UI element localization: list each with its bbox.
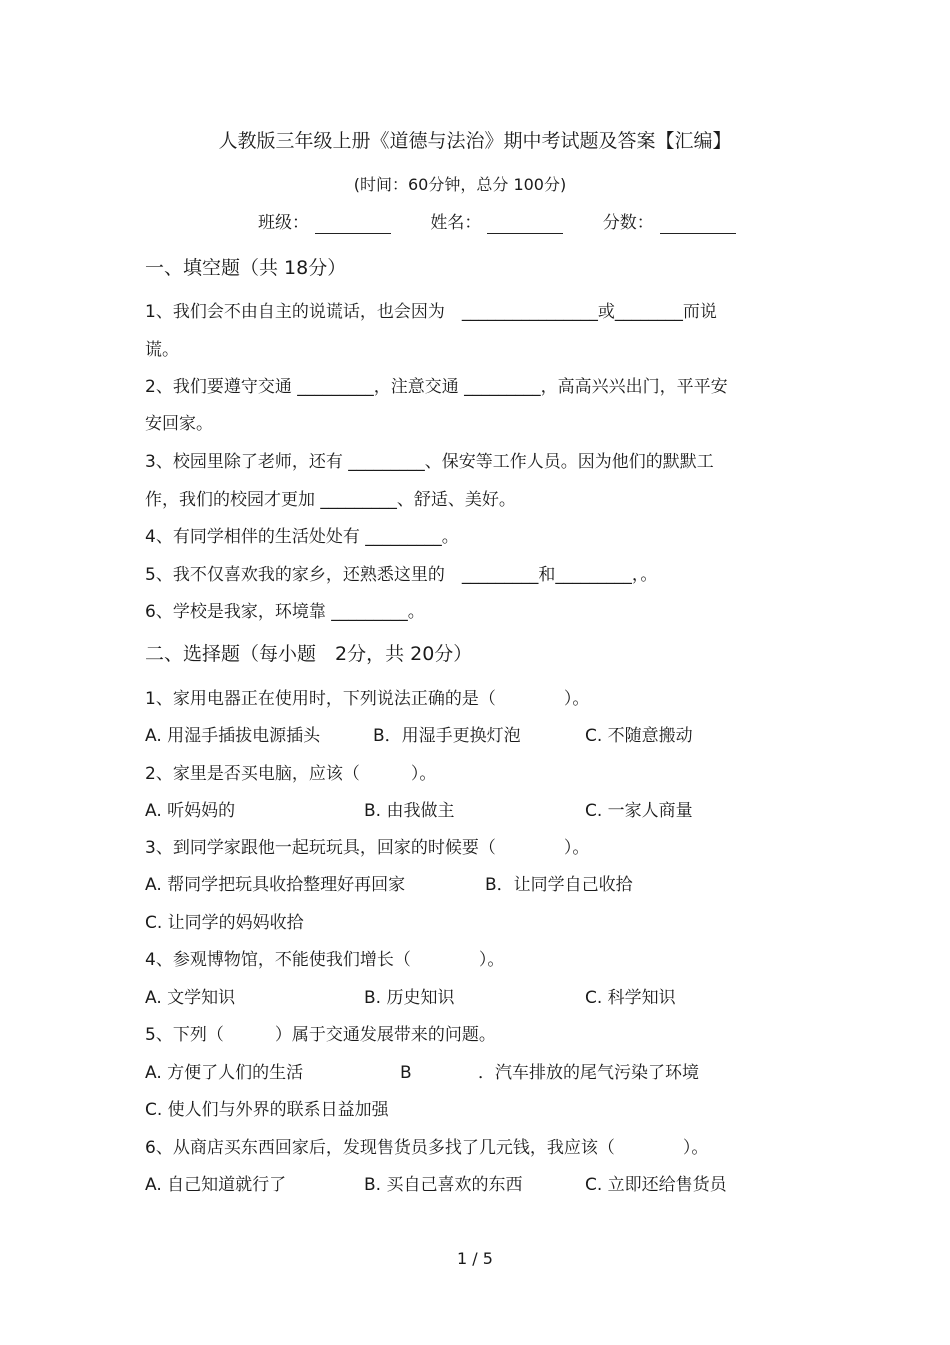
fill-blank-line: 安回家。 [145, 414, 213, 434]
class-field [258, 212, 391, 234]
fill-blank-line: 6、学校是我家，环境靠 _________。 [145, 602, 425, 622]
q2-option-c[interactable]: C. 一家人商量 [585, 801, 693, 821]
q6-option-b[interactable]: B. 买自己喜欢的东西 [364, 1175, 523, 1195]
fill-blank-line: 4、有同学相伴的生活处处有 _________。 [145, 527, 459, 547]
fill-blank-line: 1、我们会不由自主的说谎话，也会因为 ________________或________而说 [145, 302, 717, 322]
question-2: 2、家里是否买电脑，应该（ ）。 [145, 764, 437, 784]
score-label: 分数： [602, 213, 654, 233]
fill-blank-line: 作，我们的校园才更加 _________、舒适、美好。 [145, 490, 516, 510]
name-label: 姓名： [430, 213, 482, 233]
q2-option-b[interactable]: B. 由我做主 [364, 801, 455, 821]
fill-blank-line: 5、我不仅喜欢我的家乡，还熟悉这里的 _________和_________，。 [145, 565, 658, 585]
q5-option-b-letter[interactable]: B [400, 1063, 412, 1083]
q5-option-b-text[interactable]: ．汽车排放的尾气污染了环境 [478, 1063, 699, 1083]
exam-time-info: (时间：60分钟，总分 100分) [353, 175, 567, 194]
class-label: 班级： [258, 213, 309, 233]
section-fill-blank-heading: 一、填空题（共 18分） [145, 257, 347, 279]
page-title: 人教版三年级上册《道德与法治》期中考试题及答案【汇编】 [218, 130, 732, 152]
name-blank[interactable] [487, 215, 563, 234]
q1-option-c[interactable]: C. 不随意搬动 [585, 726, 693, 746]
fill-blank-line: 3、校园里除了老师，还有 _________、保安等工作人员。因为他们的默默工 [145, 452, 714, 472]
fill-blank-line: 谎。 [145, 340, 179, 360]
score-field [603, 212, 736, 234]
question-3: 3、到同学家跟他一起玩玩具，回家的时候要（ ）。 [145, 838, 590, 858]
q5-option-c[interactable]: C. 使人们与外界的联系日益加强 [145, 1100, 389, 1120]
q1-option-b[interactable]: B．用湿手更换灯泡 [373, 726, 521, 746]
question-4: 4、参观博物馆，不能使我们增长（ ）。 [145, 950, 505, 970]
score-blank[interactable] [660, 215, 736, 234]
q5-option-a[interactable]: A. 方便了人们的生活 [145, 1063, 304, 1083]
student-info-row [258, 212, 770, 234]
q6-option-a[interactable]: A. 自己知道就行了 [145, 1175, 287, 1195]
q4-option-c[interactable]: C. 科学知识 [585, 988, 676, 1008]
q3-option-b[interactable]: B．让同学自己收拾 [485, 875, 633, 895]
q4-option-b[interactable]: B. 历史知识 [364, 988, 455, 1008]
name-field [430, 212, 563, 234]
question-1: 1、家用电器正在使用时，下列说法正确的是（ ）。 [145, 689, 590, 709]
question-5: 5、下列（ ）属于交通发展带来的问题。 [145, 1025, 496, 1045]
fill-blank-line: 2、我们要遵守交通 _________，注意交通 _________，高高兴兴出门，平平安 [145, 377, 728, 397]
class-blank[interactable] [315, 215, 391, 234]
q2-option-a[interactable]: A. 听妈妈的 [145, 801, 236, 821]
page-number: 1 / 5 [457, 1249, 493, 1268]
q1-option-a[interactable]: A. 用湿手插拔电源插头 [145, 726, 321, 746]
q3-option-a[interactable]: A. 帮同学把玩具收拾整理好再回家 [145, 875, 406, 895]
q6-option-c[interactable]: C. 立即还给售货员 [585, 1175, 727, 1195]
section-choice-heading: 二、选择题（每小题 2分，共 20分） [145, 643, 473, 665]
q4-option-a[interactable]: A. 文学知识 [145, 988, 236, 1008]
question-6: 6、从商店买东西回家后，发现售货员多找了几元钱，我应该（ ）。 [145, 1138, 709, 1158]
q3-option-c[interactable]: C. 让同学的妈妈收拾 [145, 913, 304, 933]
